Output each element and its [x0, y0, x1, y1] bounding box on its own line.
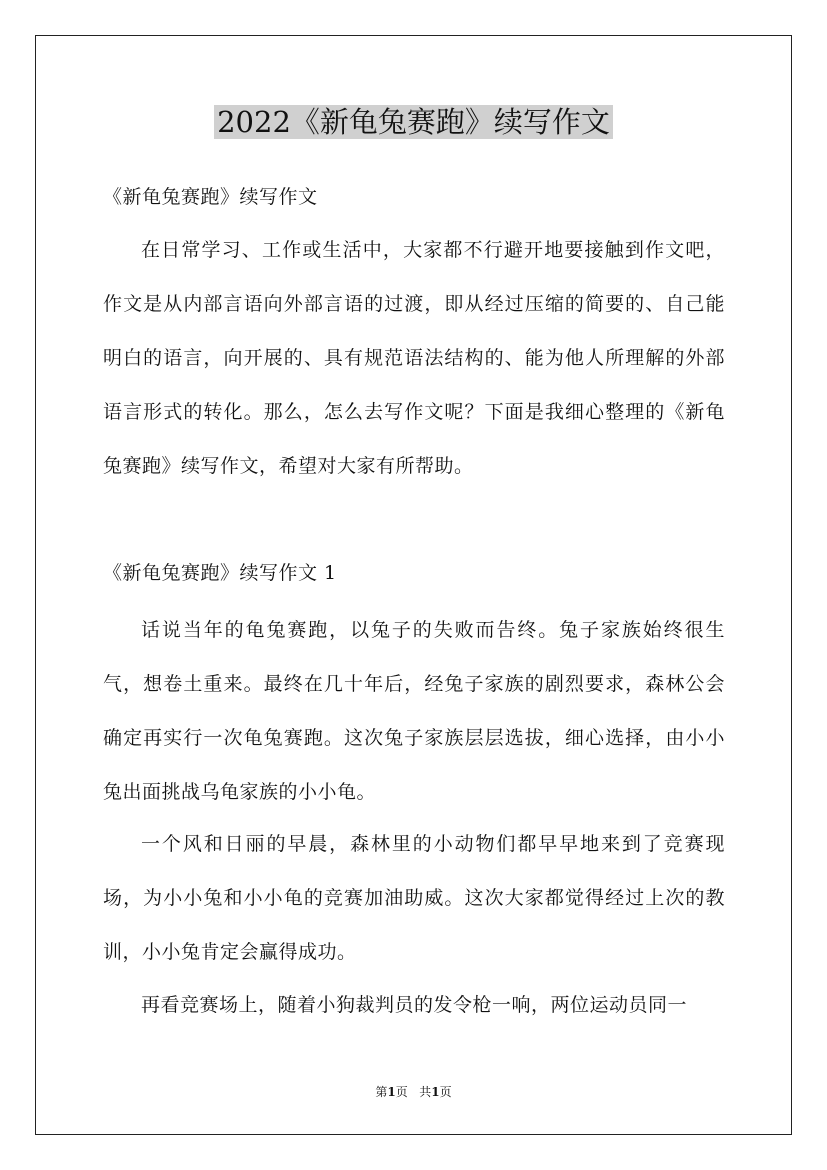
section-1-paragraph-1: 话说当年的龟兔赛跑，以兔子的失败而告终。兔子家族始终很生气，想卷土重来。最终在几十年后，经兔子家族的剧烈要求，森林公会确定再实行一次龟兔赛跑。这次兔子家族层层选拔，细心选择，由小小兔出面挑战乌龟家族的小小龟。	[103, 619, 725, 803]
section-1-paragraph-3: 再看竞赛场上，随着小狗裁判员的发令枪一响，两位运动员同一	[141, 994, 688, 1016]
document-title-text: 2022《新龟兔赛跑》续写作文	[214, 105, 613, 139]
footer-page-number: 1	[387, 1085, 396, 1099]
footer-total-pages: 1	[431, 1085, 440, 1099]
section-1-paragraph-2: 一个风和日丽的早晨，森林里的小动物们都早早地来到了竞赛现场，为小小兔和小小龟的竞赛加油助威。这次大家都觉得经过上次的教训，小小兔肯定会赢得成功。	[103, 833, 725, 963]
intro-paragraph: 在日常学习、工作或生活中，大家都不行避开地要接触到作文吧，作文是从内部言语向外部言语的过渡，即从经过压缩的简要的、自己能明白的语言，向开展的、具有规范语法结构的、能为他人所理解的外部语言形式的转化。那么，怎么去写作文呢？下面是我细心整理的《新龟兔赛跑》续写作文，希望对大家有所帮助。	[103, 239, 725, 477]
footer-page-suffix: 页	[395, 1085, 408, 1099]
page-footer	[0, 1083, 827, 1101]
intro-heading: 《新龟兔赛跑》续写作文	[103, 186, 318, 208]
footer-page-prefix: 第	[375, 1085, 388, 1099]
footer-total-prefix: 共	[419, 1085, 432, 1099]
footer-total-suffix: 页	[439, 1085, 452, 1099]
document-title	[0, 102, 827, 142]
section-1-heading: 《新龟兔赛跑》续写作文 1	[103, 562, 337, 584]
